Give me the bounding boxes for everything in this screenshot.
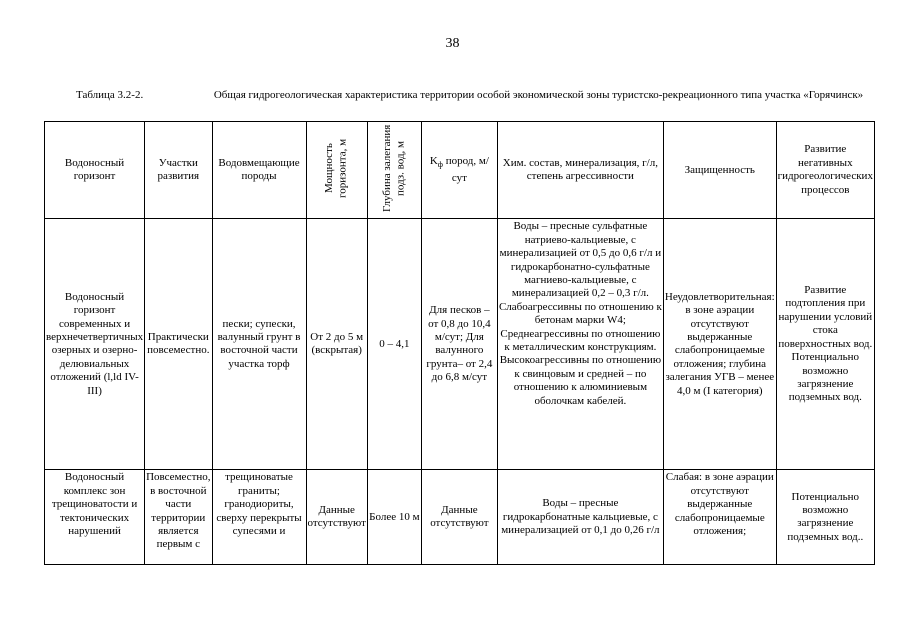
cell-chemistry: Воды – пресные сульфатные натриево-кальциевые, с минерализацией от 0,5 до 0,6 г/л и гидрокарбонатно-сульфатные магниево-кальциевые, с минерализацией 0,2 – 0,3 г/л. Слабоагрессивны по отношению к бетонам марки W4; Среднеагрессивны по отношению к металлическим конструкциям. Высокоагрессивны по отношению к свинцовым и средней – по отношению к алюминиевым оболочкам кабелей. <box>497 219 663 470</box>
header-protection: Защищенность <box>663 122 776 219</box>
cell-processes: Развитие подтопления при нарушении условий стока поверхностных вод. Потенциально возможно загрязнение подземных вод. <box>776 219 874 470</box>
header-thickness <box>306 122 367 219</box>
header-host-rocks: Водовмещающие породы <box>212 122 306 219</box>
cell-kf: Для песков – от 0,8 до 10,4 м/сут; Для валунного грунта– от 2,4 до 6,8 м/сут <box>421 219 497 470</box>
cell-protection: Слабая: в зоне аэрации отсутствуют выдержанные слабопроницаемые отложения; <box>663 470 776 565</box>
page-number: 38 <box>445 36 460 51</box>
header-kf <box>421 122 497 219</box>
header-kf-rest: пород, м/сут <box>442 155 489 184</box>
cell-host-rocks: пески; супески, валунный грунт в восточной части участка торф <box>212 219 306 470</box>
cell-host-rocks: трещиноватые граниты; гранодиориты, сверху перекрыты супесями и <box>212 470 306 565</box>
table-row <box>45 219 875 470</box>
cell-depth: Более 10 м <box>367 470 421 565</box>
cell-areas: Повсеместно, в восточной части территории является первым с <box>145 470 212 565</box>
cell-aquifer: Водоносный комплекс зон трещиноватости и тектонических нарушений <box>45 470 145 565</box>
cell-aquifer: Водоносный горизонт современных и верхнечетвертичных озерных и озерно-делювиальных отложений (l,ld IV-III) <box>45 219 145 470</box>
header-areas: Участки развития <box>145 122 212 219</box>
hydrogeology-table <box>44 121 875 565</box>
cell-areas: Практически повсеместно. <box>145 219 212 470</box>
table-header-row <box>45 122 875 219</box>
header-chemistry: Хим. состав, минерализация, г/л, степень агрессивности <box>497 122 663 219</box>
header-kf-sub: ф <box>437 160 443 170</box>
cell-depth: 0 – 4,1 <box>367 219 421 470</box>
header-depth <box>367 122 421 219</box>
cell-processes: Потенциально возможно загрязнение подземных вод.. <box>776 470 874 565</box>
table-title: Общая гидрогеологическая характеристика территории особой экономической зоны туристско-рекреационного типа участка «Горячинск» <box>213 89 864 101</box>
header-thickness-text: Мощность горизонта, м <box>323 138 349 198</box>
header-processes: Развитие негативных гидрогеологических процессов <box>776 122 874 219</box>
cell-chemistry: Воды – пресные гидрокарбонатные кальциевые, с минерализацией от 0,1 до 0,26 г/л <box>497 470 663 565</box>
cell-thickness: От 2 до 5 м (вскрытая) <box>306 219 367 470</box>
header-depth-text: Глубина залегания подз. вод, м <box>380 124 407 212</box>
header-aquifer: Водоносный горизонт <box>45 122 145 219</box>
cell-protection: Неудовлетворительная: в зоне аэрации отсутствуют выдержанные слабопроницаемые отложения; глубина залегания УГВ – менее 4,0 м (I категория) <box>663 219 776 470</box>
table-label: Таблица 3.2-2. <box>76 89 144 101</box>
table-row <box>45 470 875 565</box>
cell-thickness: Данные отсутствуют <box>306 470 367 565</box>
header-kf-symbol: K <box>429 155 438 168</box>
cell-kf: Данные отсутствуют <box>421 470 497 565</box>
